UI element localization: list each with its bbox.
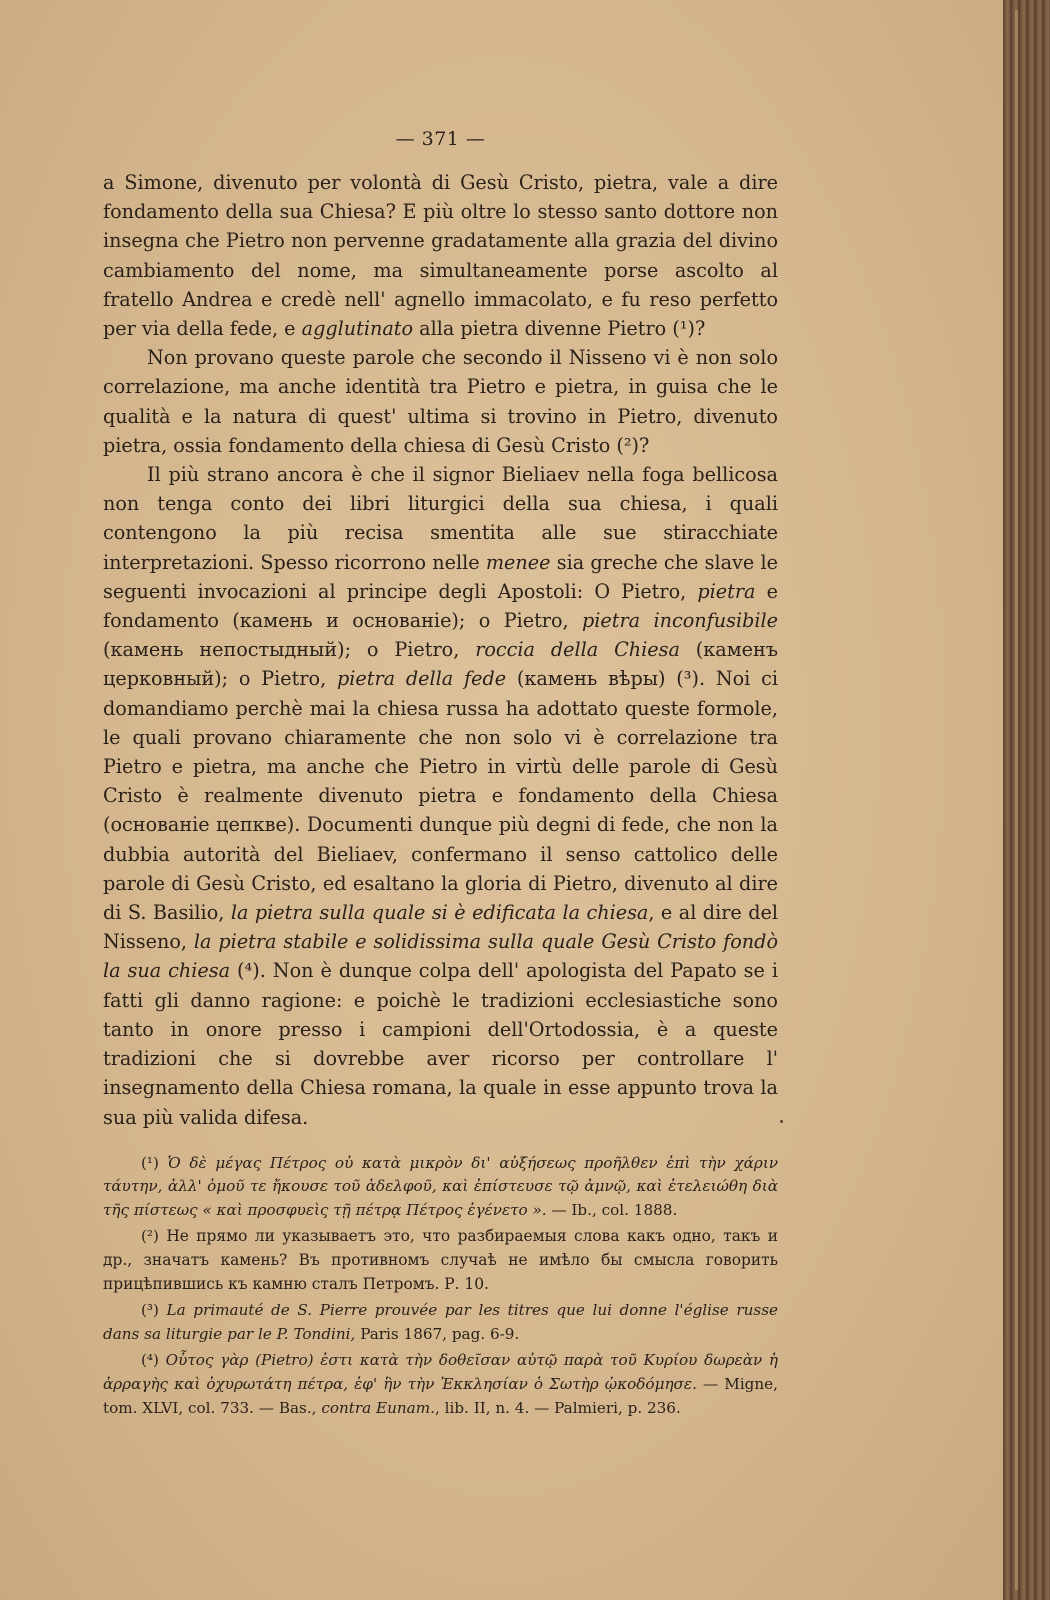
ink-speck — [780, 1120, 783, 1123]
spine-line — [1015, 10, 1018, 1590]
paragraph-3-text-i: (каменъ церковный); o Pietro, — [103, 638, 778, 691]
footnote-3-title: La primauté de S. Pierre prouvée par les titres que lui donne l'église russe dans sa liturgie par le P. Tondini, — [103, 1301, 779, 1343]
paragraph-3 — [103, 460, 778, 1132]
paragraph-3-italic-basilio: la pietra sulla quale si è edificata la chiesa — [230, 901, 649, 925]
footnote-3-mark: (³) — [141, 1301, 159, 1320]
footnote-2 — [103, 1225, 778, 1296]
paragraph-3-text-a: Il più strano ancora è che il signor Bieliaev nella foga bellicosa non tenga conto dei libri liturgici della sua chiesa, i quali contengono la più recisa smentita alle sue stiracchiate interpretazioni. Spesso ricorrono nelle — [103, 463, 778, 574]
footnote-4-ref-c: , lib. II, n. 4. — Palmieri, p. 236. — [434, 1398, 681, 1417]
footnote-1-greek: Ὁ δὲ μέγας Πέτρος οὐ κατὰ μικρὸν δι' αὐξήσεως προῆλθεν ἐπὶ τὴν χάριν τάυτην, ἀλλ' ὁμοῦ τε ἤκουσε τοῦ ἀδελφοῦ, καὶ ἐπίστευσε τῷ ἀμνῷ, καὶ ἐτελειώθη διὰ τῆς πίστεως « καὶ προσφυεὶς τῇ πέτρᾳ Πέτρος ἐγένετο ». — [103, 1153, 779, 1219]
paragraph-1-text: a Simone, divenuto per volontà di Gesù Cristo, pietra, vale a dire fondamento della sua Chiesa? E più oltre lo stesso santo dottore non insegna che Pietro non pervenne gradatamente alla grazia del divino cambiamento del nome, ma simultaneamente porse ascolto al fratello Andrea e credè nell' agnello immacolato, e fu reso perfetto per via della fede, e — [103, 171, 778, 341]
footnote-3-ref: Paris 1867, pag. 6-9. — [355, 1324, 520, 1343]
footnote-4-mark: (⁴) — [141, 1351, 159, 1370]
paragraph-3-italic-fede: pietra della fede — [336, 667, 507, 691]
paragraph-3-italic-inconfusibile: pietra inconfusibile — [582, 609, 778, 633]
footnote-1-ref: — Ib., col. 1888. — [546, 1200, 678, 1219]
footnote-1-mark: (¹) — [141, 1153, 159, 1172]
footnote-4-ref-b: contra Eunam. — [321, 1398, 435, 1417]
page-number: — 371 — — [395, 128, 486, 150]
footnote-4-greek-c: ἐστι κατὰ τὴν δοθεῖσαν αὐτῷ παρὰ τοῦ Κυρίου δωρεὰν ἡ ἀρραγὴς καὶ ὀχυρωτάτη πέτρα, ἐφ' ἣν τὴν Ἐκκλησίαν ὁ Σωτὴρ ᾠκοδόμησε. — [103, 1351, 778, 1394]
footnotes — [103, 1152, 778, 1421]
footnote-3 — [103, 1299, 778, 1346]
paragraph-3-text-k: (камень вѣры) (³). Noi ci domandiamo perchè mai la chiesa russa ha adottato queste formole, le quali provano chiaramente che non solo vi è correlazione tra Pietro e pietra, ma anche che Pietro in virtù delle parole di Gesù Cristo è realmente divenuto pietra e fondamento della Chiesa (основаніе цепкве). Documenti dunque più degni di fede, che non la dubbia autorità del Bieliaev, confermano il senso cattolico delle parole di Gesù Cristo, ed esaltano la gloria di Pietro, divenuto al dire di S. Basilio, — [103, 667, 778, 925]
paragraph-3-text-o: (⁴). Non è dunque colpa dell' apologista del Papato se i fatti gli danno ragione: e poichè le tradizioni ecclesiastiche sono tanto in onore presso i campioni dell'Ortodossia, è a queste tradizioni che si dovrebbe aver ricorso per controllare l' insegnamento della Chiesa romana, la quale in esse appunto trova la sua più valida difesa. — [103, 959, 778, 1129]
footnote-4 — [103, 1349, 778, 1420]
footnote-1 — [103, 1152, 778, 1223]
footnote-4-greek-a: Οὗτος γὰρ — [165, 1351, 256, 1370]
paragraph-2: Non provano queste parole che secondo il Nisseno vi è non solo correlazione, ma anche identità tra Pietro e pietra, in guisa che le qualità e la natura di quest' ultima si trovino in Pietro, divenuto pietra, ossia fondamento della chiesa di Gesù Cristo (²)? — [103, 346, 778, 457]
paragraph-3-text-c: sia greche che slave le seguenti invocazioni al principe degli Apostoli: O Pietro, — [103, 550, 778, 603]
paragraph-1-end: alla pietra divenne Pietro (¹)? — [413, 317, 706, 341]
paragraph-3-italic-roccia: roccia della Chiesa — [475, 638, 680, 662]
paragraph-3-italic-nisseno: la pietra stabile e solidissima sulla quale Gesù Cristo fondò la sua chiesa — [103, 930, 778, 983]
footnote-2-text: Не прямо ли указываетъ это, что разбираемыя слова какъ одно, такъ и др., значатъ камень? Въ противномъ случаѣ не имѣло бы смысла говорить прицѣпившись къ камню сталъ Петромъ. Р. 10. — [103, 1227, 779, 1293]
paragraph-3-text-m: , e al dire del Nisseno, — [103, 901, 778, 954]
paragraph-3-text-e: e fondamento (камень и основаніе); o Pietro, — [103, 579, 778, 633]
paragraph-3-italic-menee: menee — [485, 550, 551, 574]
paragraph-3-text-g: (камень непостыдный); o Pietro, — [103, 638, 476, 662]
paragraph-1-italic: agglutinato — [301, 317, 414, 341]
paragraph-1 — [103, 168, 778, 343]
footnote-2-mark: (²) — [141, 1227, 159, 1246]
page-content — [103, 128, 778, 1423]
footnote-4-greek-b: (Pietro) — [255, 1351, 314, 1370]
footnote-4-ref-a: — Migne, tom. XLVI, col. 733. — Bas., — [103, 1375, 778, 1417]
paragraph-3-italic-pietra: pietra — [697, 579, 756, 603]
body-text — [103, 168, 778, 1132]
book-spine — [1003, 0, 1050, 1600]
